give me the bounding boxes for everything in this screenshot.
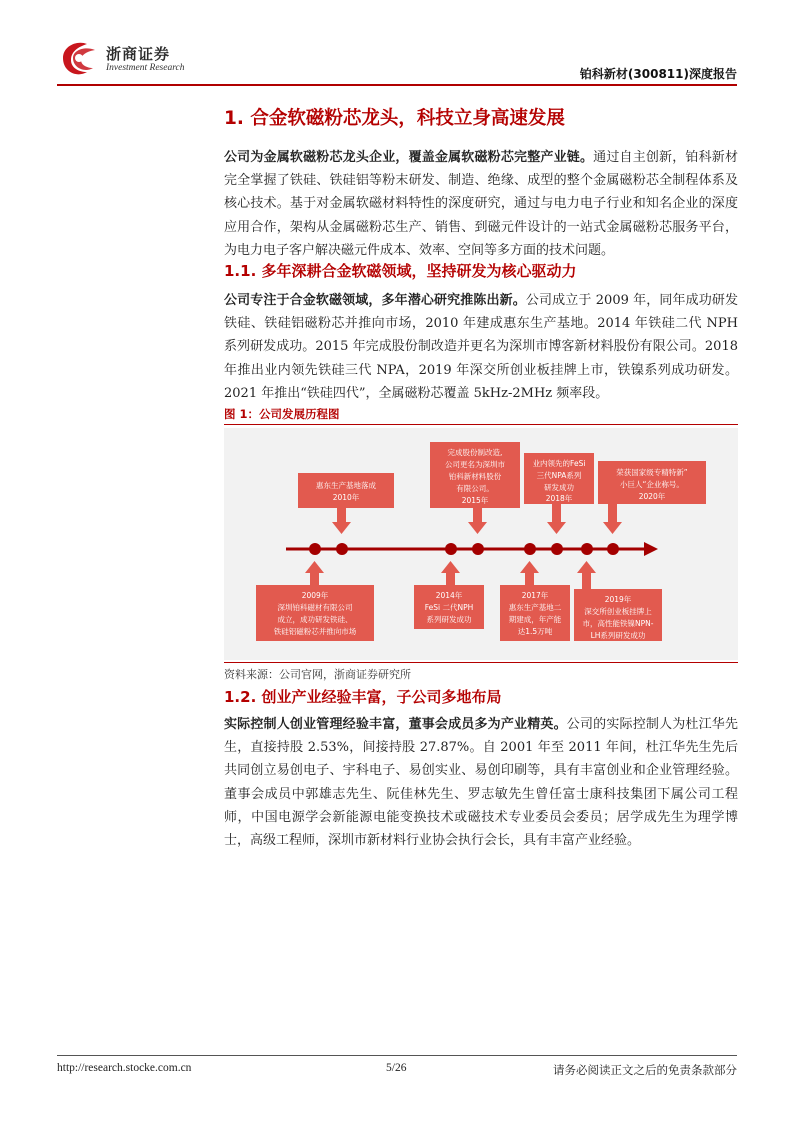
milestone-text: 荣获国家级专精特新” [616, 468, 688, 477]
section-1-2-paragraph [224, 713, 738, 852]
footer-disclaimer: 请务必阅读正文之后的免责条款部分 [553, 1063, 737, 1077]
milestone-text: 完成股份制改造, [447, 448, 503, 457]
section-1-1-body: 公司成立于 2009 年，同年成功研发铁硅、铁硅铝磁粉芯并推向市场，2010 年建成惠东生产基地。2014 年铁硅二代 NPH 系列研发成功。2015 年完成股份制改造并更名为深圳市博客新材料股份有限公司。2018 年推出业内领先铁硅三代 NPA，2019 年深交所创业板挂牌上市，铁镍系列成功研发。2021 年推出“铁硅四代”，全属磁粉芯覆盖 5kHz-2MHz 频率段。 [224, 293, 738, 401]
section-1-2-heading: 1.2. 创业产业经验丰富，子公司多地布局 [224, 688, 502, 706]
header-divider [57, 84, 737, 86]
section-1-heading: 1. 合金软磁粉芯龙头，科技立身高速发展 [224, 108, 565, 129]
milestone-text: 深圳铂科磁材有限公司 [277, 603, 353, 612]
footer-url-link[interactable]: http://research.stocke.com.cn [57, 1062, 192, 1074]
timeline-dot-2018 [551, 543, 563, 555]
timeline-dot-2020 [607, 543, 619, 555]
timeline-dot-2019 [581, 543, 593, 555]
milestone-text: 成立，成功研发铁硅、 [277, 615, 353, 624]
timeline-figure [224, 428, 738, 660]
brand-logo-icon [57, 38, 101, 78]
milestone-year: 2017年 [521, 591, 549, 600]
section-1-2-body: 公司的实际控制人为杜江华先生，直接持股 2.53%，间接持股 27.87%。自 2001 年至 2011 年间，杜江华先生先后共同创立易创电子、宇科电子、易创实业、易创印刷等，具有丰富创业和企业管理经验。董事会成员中郭雄志先生、阮佳林先生、罗志敏先生曾任富士康科技集团下属公司工程师，中国电源学会新能源电能变换技术或磁技术专业委员会委员；居学成先生为理学博士，高级工程师，深圳市新材料行业协会执行会长，具有丰富产业经验。 [224, 717, 738, 849]
milestone-year: 2020年 [638, 492, 666, 501]
footer-divider [57, 1055, 737, 1056]
figure-top-rule [224, 424, 738, 425]
milestone-text: 铁硅铝磁粉芯并推向市场 [273, 627, 357, 636]
milestone-text: 期建成，年产能 [508, 615, 562, 624]
milestone-text: 市，高性能铁镍NPN- [582, 619, 654, 628]
page-number: 5/26 [386, 1062, 407, 1074]
section-1-paragraph [224, 146, 738, 262]
milestone-text: 惠东生产基地二 [508, 603, 562, 612]
milestone-text: 铂科新材料股份 [448, 472, 502, 481]
milestone-text: 达1.5万吨 [517, 627, 553, 636]
timeline-dot-2017 [524, 543, 536, 555]
milestone-text: 有限公司。 [456, 484, 494, 493]
milestone-year: 2019年 [604, 595, 632, 604]
brand-name: 浙商证券 [106, 45, 171, 63]
section-1-1-lead: 公司专注于合金软磁领域，多年潜心研究推陈出新。 [224, 293, 526, 308]
section-1-2-lead: 实际控制人创业管理经验丰富，董事会成员多为产业精英。 [224, 717, 567, 732]
timeline-dot-2010 [336, 543, 348, 555]
timeline-dot-2014 [445, 543, 457, 555]
milestone-text: 系列研发成功 [426, 615, 472, 624]
figure-bottom-rule [224, 662, 738, 663]
figure-source: 资料来源：公司官网，浙商证券研究所 [224, 668, 411, 681]
milestone-year: 2015年 [461, 496, 489, 505]
brand-name-en: Investment Research [106, 63, 185, 73]
section-1-1-heading: 1.1. 多年深耕合金软磁领域，坚持研发为核心驱动力 [224, 262, 577, 280]
milestone-year: 2018年 [545, 494, 573, 503]
figure-1-title: 图 1：公司发展历程图 [224, 407, 340, 421]
milestone-year: 2010年 [332, 493, 360, 502]
milestone-text: 小巨人“企业称号。 [620, 480, 684, 489]
section-1-lead: 公司为金属软磁粉芯龙头企业，覆盖金属软磁粉芯完整产业链。 [224, 150, 594, 165]
report-title: 铂科新材(300811)深度报告 [579, 67, 737, 81]
milestone-box-2010 [298, 473, 394, 508]
milestone-text: FeSi 二代NPH [424, 603, 474, 612]
section-1-body: 通过自主创新，铂科新材完全掌握了铁硅、铁硅铝等粉末研发、制造、绝缘、成型的整个金属磁粉芯全制程体系及核心技术。基于对金属软磁材料特性的深度研究，通过与电力电子行业和知名企业的深度应用合作，架构从金属磁粉芯生产、销售、到磁元件设计的一站式金属磁粉芯服务平台，为电力电子客户解决磁元件成本、效率、空间等多方面的技术问题。 [224, 150, 738, 258]
milestone-text: LH系列研发成功 [590, 631, 646, 640]
milestone-text: 三代NPA系列 [536, 471, 582, 480]
milestone-text: 深交所创业板挂牌上 [584, 607, 652, 616]
timeline-dot-2015 [472, 543, 484, 555]
milestone-text: 惠东生产基地落成 [316, 481, 376, 490]
timeline-dot-2009 [309, 543, 321, 555]
milestone-year: 2014年 [435, 591, 463, 600]
milestone-text: 研发成功 [544, 483, 574, 492]
milestone-text: 业内领先的FeSi [532, 459, 586, 468]
milestone-text: 公司更名为深圳市 [445, 460, 505, 469]
milestone-year: 2009年 [301, 591, 329, 600]
section-1-1-paragraph [224, 289, 738, 405]
